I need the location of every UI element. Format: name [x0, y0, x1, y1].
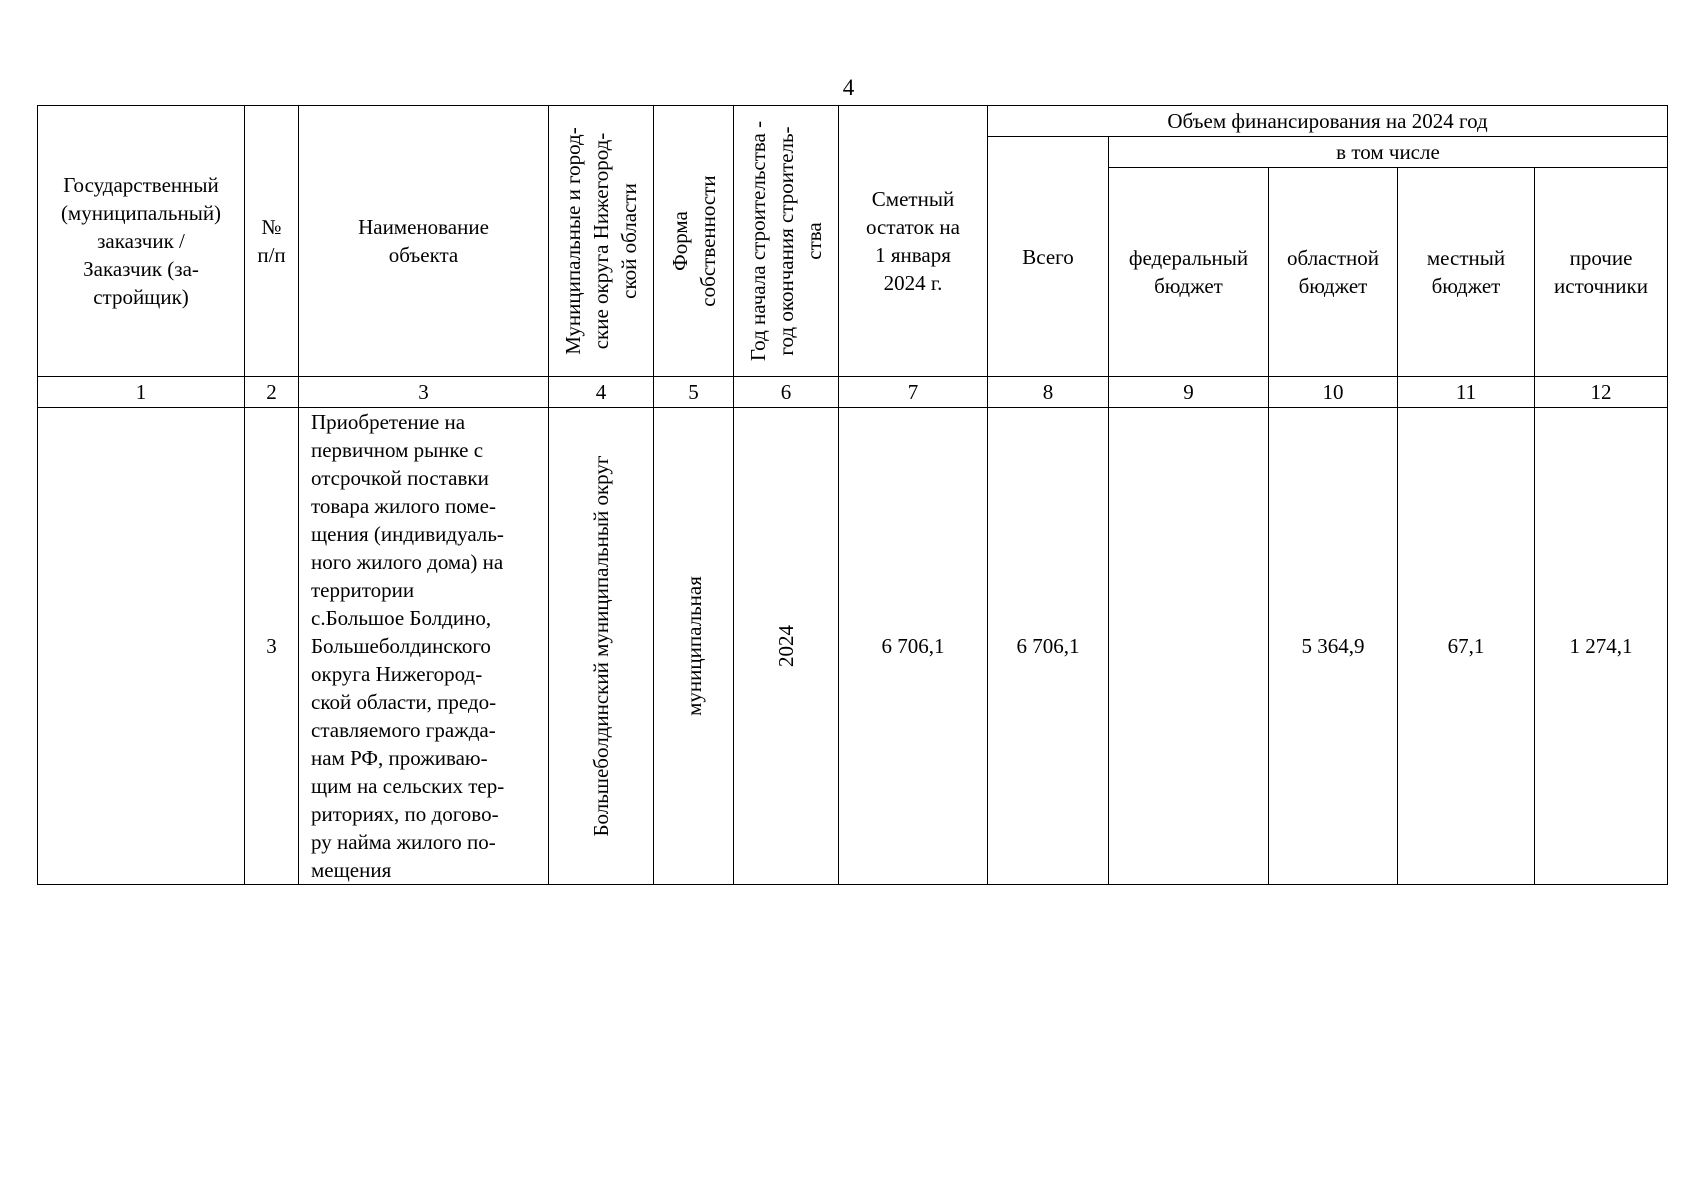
funding-table [37, 105, 1668, 885]
header-row-number: № п/п [245, 106, 299, 377]
header-other-sources: прочие источники [1535, 168, 1668, 377]
cell-construction-years: 2024 [734, 408, 839, 885]
cell-other-sources: 1 274,1 [1535, 408, 1668, 885]
header-local-budget: местный бюджет [1398, 168, 1535, 377]
column-number: 2 [245, 377, 299, 408]
column-number: 11 [1398, 377, 1535, 408]
header-construction-years: Год начала строительства - год окончания строитель- ства [734, 106, 839, 377]
column-number: 5 [654, 377, 734, 408]
header-ownership: Форма собственности [654, 106, 734, 377]
cell-federal-budget [1109, 408, 1269, 885]
column-number: 9 [1109, 377, 1269, 408]
cell-ownership: муниципальная [654, 408, 734, 885]
column-number: 3 [299, 377, 549, 408]
column-number: 8 [988, 377, 1109, 408]
header-total: Всего [988, 137, 1109, 377]
page-number: 4 [842, 75, 855, 100]
header-districts: Муниципальные и город- ские округа Нижегород- ской области [549, 106, 654, 377]
cell-local-budget: 67,1 [1398, 408, 1535, 885]
column-number-row [38, 377, 1668, 408]
column-number: 6 [734, 377, 839, 408]
header-customer: Государственный (муниципальный) заказчик / Заказчик (за- стройщик) [38, 106, 245, 377]
header-row-1 [38, 106, 1668, 137]
table-row [38, 408, 1668, 885]
cell-estimate-remainder: 6 706,1 [839, 408, 988, 885]
header-estimate-remainder: Сметный остаток на 1 января 2024 г. [839, 106, 988, 377]
column-number: 10 [1269, 377, 1398, 408]
header-funding-group: Объем финансирования на 2024 год [988, 106, 1668, 137]
header-object-name: Наименование объекта [299, 106, 549, 377]
column-number: 1 [38, 377, 245, 408]
column-number: 12 [1535, 377, 1668, 408]
cell-total: 6 706,1 [988, 408, 1109, 885]
header-federal-budget: федеральный бюджет [1109, 168, 1269, 377]
cell-customer [38, 408, 245, 885]
column-number: 7 [839, 377, 988, 408]
column-number: 4 [549, 377, 654, 408]
cell-object-name: Приобретение на первичном рынке с отсрочкой поставки товара жилого поме- щения (индивидуаль- ного жилого дома) на территории с.Большое Болдино, Большеболдинского округа Нижегород- ской области, предо- ставляемого гражда- нам РФ, проживаю- щим на сельских тер- риториях, по догово- ру найма жилого по- мещения [299, 408, 549, 885]
cell-row-number: 3 [245, 408, 299, 885]
header-regional-budget: областной бюджет [1269, 168, 1398, 377]
cell-regional-budget: 5 364,9 [1269, 408, 1398, 885]
cell-district: Большеболдинский муниципальный округ [549, 408, 654, 885]
header-including: в том числе [1109, 137, 1668, 168]
